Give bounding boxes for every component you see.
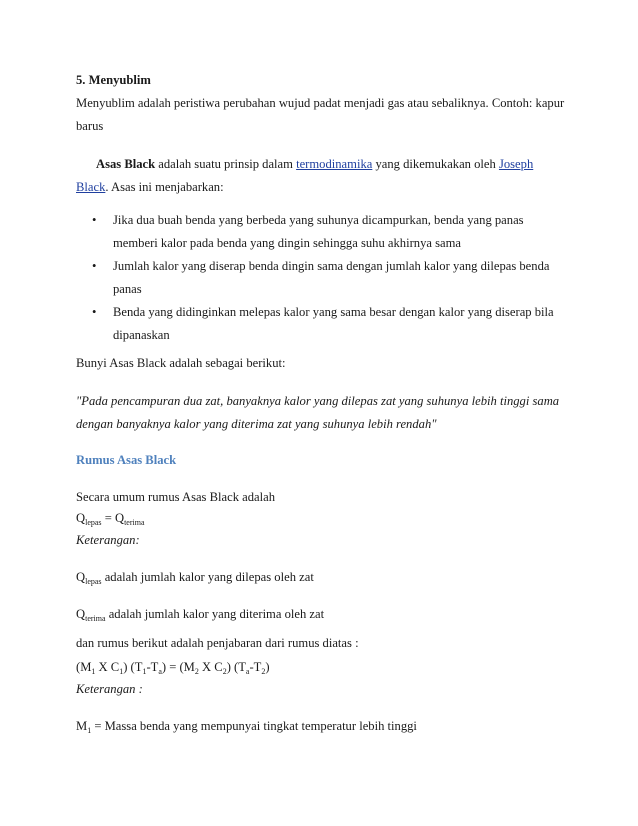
asas-black-quote-line-1: "Pada pencampuran dua zat, banyaknya kalor yang dilepas zat yang suhunya lebih tinggi sama (76, 394, 560, 408)
menyublim-paragraph: Menyublim adalah peristiwa perubahan wujud padat menjadi gas atau sebaliknya. Contoh: kapur barus (76, 96, 565, 133)
intro-text-3: . Asas ini menjabarkan: (105, 180, 224, 194)
bullet-icon: • (92, 213, 97, 227)
bullet-2-line-1: Jumlah kalor yang diserap benda dingin sama dengan jumlah kalor yang dilepas benda (113, 259, 550, 273)
link-termodinamika[interactable]: termodinamika (296, 157, 373, 171)
bullet-icon: • (92, 305, 97, 319)
list-item (76, 209, 576, 255)
intro-text-1: adalah suatu prinsip dalam (155, 157, 297, 171)
q-lepas-description: $Q_{lepas}$ adalah jumlah kalor yang dilepas oleh zat (76, 570, 314, 586)
bullet-1-line-1: Jika dua buah benda yang berbeda yang suhunya dicampurkan, benda yang panas (113, 213, 524, 227)
link-joseph[interactable]: Joseph (498, 157, 534, 171)
penjabaran-text: dan rumus berikut adalah penjabaran dari rumus diatas : (76, 636, 359, 650)
link-black[interactable]: Black (76, 180, 106, 194)
bullet-1-line-2: memberi kalor pada benda yang dingin sehingga suhu akhirnya sama (113, 236, 461, 250)
asas-black-intro-paragraph (76, 153, 576, 199)
rumus-intro: Secara umum rumus Asas Black adalah (76, 490, 275, 504)
m1-description: $M_1$ = Massa benda yang mempunyai tingkat temperatur lebih tinggi (76, 719, 417, 735)
asas-black-term: Asas Black (96, 157, 156, 171)
list-item (76, 255, 576, 301)
asas-black-bullet-list (76, 209, 576, 347)
formula-q-lepas-q-terima: $Q_{lepas} = Q_{terima}$ (76, 511, 145, 527)
bullet-3-line-2: dipanaskan (113, 328, 170, 342)
intro-text-2: yang dikemukakan oleh (372, 157, 499, 171)
section-title-menyublim: 5. Menyublim (76, 73, 151, 87)
keterangan-label-1: Keterangan: (76, 533, 140, 547)
formula-penjabaran: ($M_1$ X $C_1$) $(T_1-T_a) = (M_2$ X $C_2$) $(T_a-T_2)$ (76, 660, 270, 676)
bunyi-label: Bunyi Asas Black adalah sebagai berikut: (76, 356, 286, 370)
rumus-heading: Rumus Asas Black (76, 453, 177, 467)
list-item (76, 301, 576, 347)
bullet-icon: • (92, 259, 97, 273)
keterangan-label-2: Keterangan : (76, 682, 143, 696)
bullet-3-line-1: Benda yang didinginkan melepas kalor yang sama besar dengan kalor yang diserap bila (113, 305, 554, 319)
q-terima-description: $Q_{terima}$ adalah jumlah kalor yang diterima oleh zat (76, 607, 325, 623)
asas-black-quote-line-2: dengan banyaknya kalor yang diterima zat yang suhunya lebih rendah" (76, 417, 437, 431)
bullet-2-line-2: panas (113, 282, 142, 296)
